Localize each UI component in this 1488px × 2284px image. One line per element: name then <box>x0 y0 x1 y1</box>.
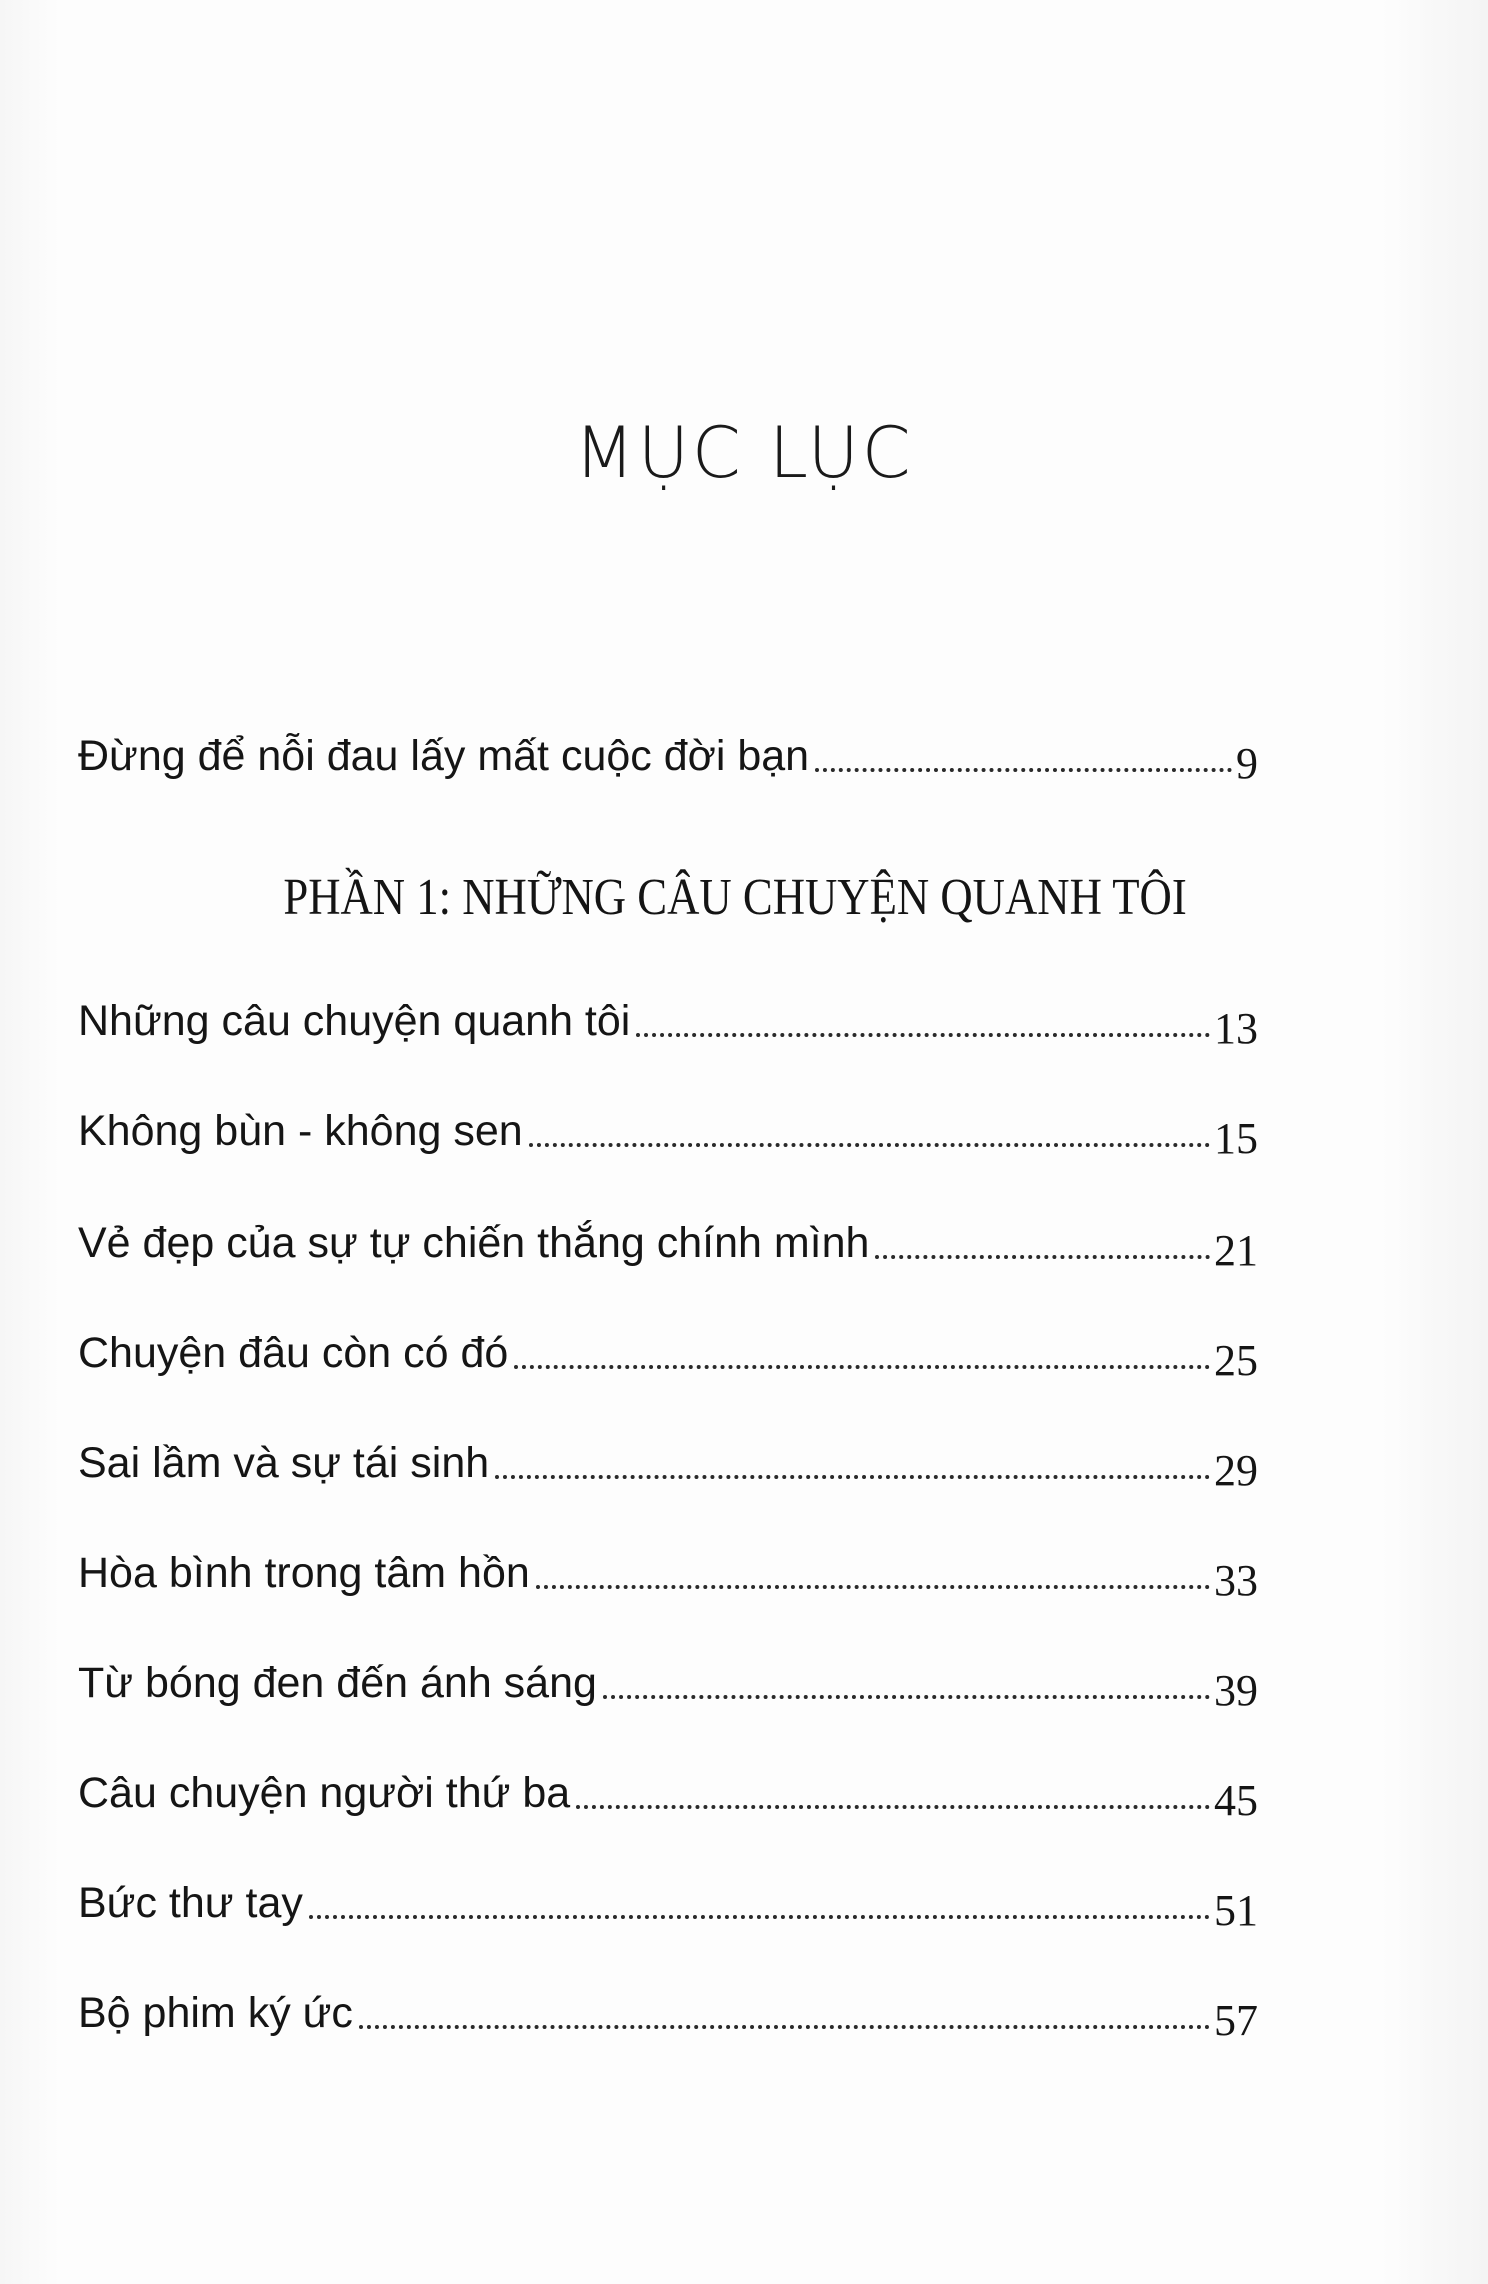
toc-entry <box>78 1865 1258 1935</box>
toc-entry-page: 15 <box>1214 1114 1258 1163</box>
toc-entry-page: 25 <box>1214 1336 1258 1385</box>
toc-entry-label: Đừng để nỗi đau lấy mất cuộc đời bạn <box>78 732 810 780</box>
dot-leader <box>576 1805 1210 1809</box>
toc-entry <box>78 1315 1258 1385</box>
toc-entry-page: 57 <box>1214 1996 1258 2045</box>
toc-entry-page: 9 <box>1236 739 1258 788</box>
toc-entry <box>78 1975 1258 2045</box>
toc-entry-label: Không bùn - không sen <box>78 1107 523 1155</box>
toc-entry-page: 45 <box>1214 1776 1258 1825</box>
dot-leader <box>603 1695 1210 1699</box>
toc-entry-label: Câu chuyện người thứ ba <box>78 1769 571 1817</box>
toc-entry-label: Vẻ đẹp của sự tự chiến thắng chính mình <box>78 1219 870 1267</box>
dot-leader <box>514 1365 1210 1369</box>
toc-entry <box>78 983 1258 1053</box>
toc-entry <box>78 1093 1258 1163</box>
toc-entry-label: Chuyện đâu còn có đó <box>78 1329 509 1377</box>
section-heading: PHẦN 1: NHỮNG CÂU CHUYỆN QUANH TÔI <box>283 869 1187 926</box>
toc-entry-label: Từ bóng đen đến ánh sáng <box>78 1659 597 1707</box>
toc-entry-page: 29 <box>1214 1446 1258 1495</box>
toc-entry <box>78 1645 1258 1715</box>
toc-entry <box>78 1755 1258 1825</box>
toc-entry-page: 33 <box>1214 1556 1258 1605</box>
dot-leader <box>815 768 1232 772</box>
toc-entry-label: Bộ phim ký ức <box>78 1989 353 2037</box>
dot-leader <box>359 2025 1210 2029</box>
dot-leader <box>875 1255 1210 1259</box>
dot-leader <box>495 1475 1210 1479</box>
dot-leader <box>529 1143 1210 1147</box>
toc-entry-page: 39 <box>1214 1666 1258 1715</box>
toc-entry <box>78 1425 1258 1495</box>
toc-entry-page: 51 <box>1214 1886 1258 1935</box>
toc-entry <box>78 1535 1258 1605</box>
dot-leader <box>536 1585 1210 1589</box>
toc-entry-label: Bức thư tay <box>78 1879 303 1927</box>
dot-leader <box>636 1033 1210 1037</box>
toc-entry-intro <box>78 718 1258 788</box>
dot-leader <box>309 1915 1210 1919</box>
toc-entry-label: Sai lầm và sự tái sinh <box>78 1439 490 1487</box>
toc-entry-label: Hòa bình trong tâm hồn <box>78 1549 530 1597</box>
page-title: MỤC LỤC <box>574 412 914 494</box>
toc-entry-page: 21 <box>1214 1226 1258 1275</box>
toc-entry-label: Những câu chuyện quanh tôi <box>78 997 631 1045</box>
toc-entry-page: 13 <box>1214 1004 1258 1053</box>
toc-entry <box>78 1205 1258 1275</box>
